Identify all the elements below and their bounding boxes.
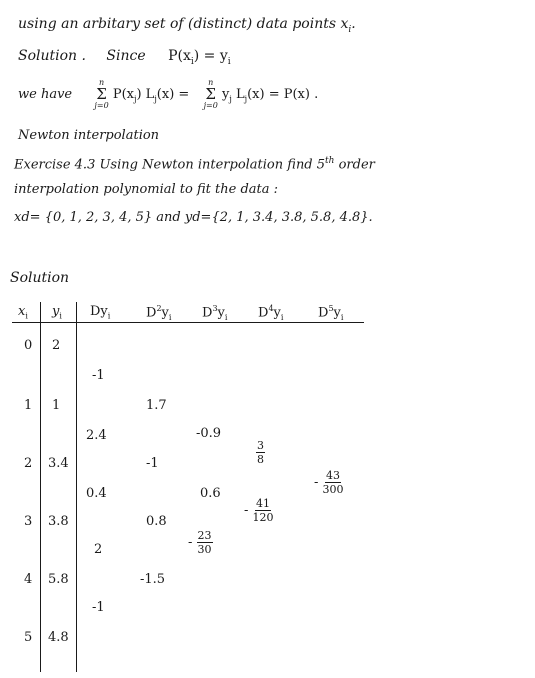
sigma-icon: Σ [96,85,107,103]
first-difference: -1 [92,368,105,383]
sum-term-1: $P(x_j) L_j(x)$ = [112,87,190,104]
exercise-line-1: Exercise 4.3 Using Newton interpolation find 5th order [14,156,375,173]
x-value: 5 [24,630,33,645]
third-difference: 0.6 [200,486,221,501]
header-d1: $Dy_i$ [90,304,111,321]
exercise-line-3: xd= {0, 1, 2, 3, 4, 5} and yd={2, 1, 3.4, 3.8, 5.8, 4.8}. [14,210,373,225]
intro-period: . [351,16,356,32]
fourth-difference-fraction: $\frac{3}{8}$ [257,439,264,466]
we-have-label: we have [18,87,73,102]
summation-1: n Σ j=0 [94,78,109,110]
x-value: 1 [24,398,33,413]
x-value: 0 [24,338,33,353]
intro-subscript: i [348,24,352,35]
y-value: 3.4 [48,456,69,471]
x-value: 4 [24,572,33,587]
first-difference: 2.4 [86,428,107,443]
first-difference: -1 [92,600,105,615]
header-d5: $D^5y_i$ [318,304,344,322]
third-difference-fraction: - $\frac{23}{30}$ [188,529,212,556]
header-d2: $D^2y_i$ [146,304,172,322]
x-value: 3 [24,514,33,529]
y-value: 3.8 [48,514,69,529]
header-d3: $D^3y_i$ [202,304,228,322]
fifth-difference-fraction: - $\frac{43}{300}$ [314,469,344,496]
exercise-line-2: interpolation polynomial to fit the data : [14,182,278,197]
second-difference: -1 [146,456,159,471]
header-yi: $y_i$ [52,304,62,321]
y-value: 4.8 [48,630,69,645]
solution-label: Solution . [18,48,86,64]
table-divider-y [76,302,77,672]
table-header-rule [12,322,364,323]
fourth-difference-fraction: - $\frac{41}{120}$ [244,497,274,524]
summation-2: n Σ j=0 [203,78,218,110]
sum-term-2: $y_j$ $L_j(x) = P(x)$ . [222,87,319,104]
we-have-line [18,76,318,119]
x-value: 2 [24,456,33,471]
interp-condition: $P(x_i) = y_i$ [168,48,231,67]
section-title: Newton interpolation [18,128,160,143]
since-label: Since [106,48,146,64]
sigma-icon: Σ [205,85,217,103]
header-xi: $x_i$ [18,304,28,321]
first-difference: 2 [94,542,103,557]
y-value: 5.8 [48,572,69,587]
solution-label-2: Solution [10,270,70,286]
third-difference: -0.9 [196,426,222,441]
solution-since-line [18,48,231,67]
header-d4: $D^4y_i$ [258,304,284,322]
second-difference: 0.8 [146,514,167,529]
table-divider-x [40,302,41,672]
second-difference: 1.7 [146,398,167,413]
intro-line [18,16,356,35]
second-difference: -1.5 [140,572,166,587]
first-difference: 0.4 [86,486,107,501]
y-value: 2 [52,338,61,353]
y-value: 1 [52,398,61,413]
intro-text: using an arbitary set of (distinct) data points x [18,16,349,32]
